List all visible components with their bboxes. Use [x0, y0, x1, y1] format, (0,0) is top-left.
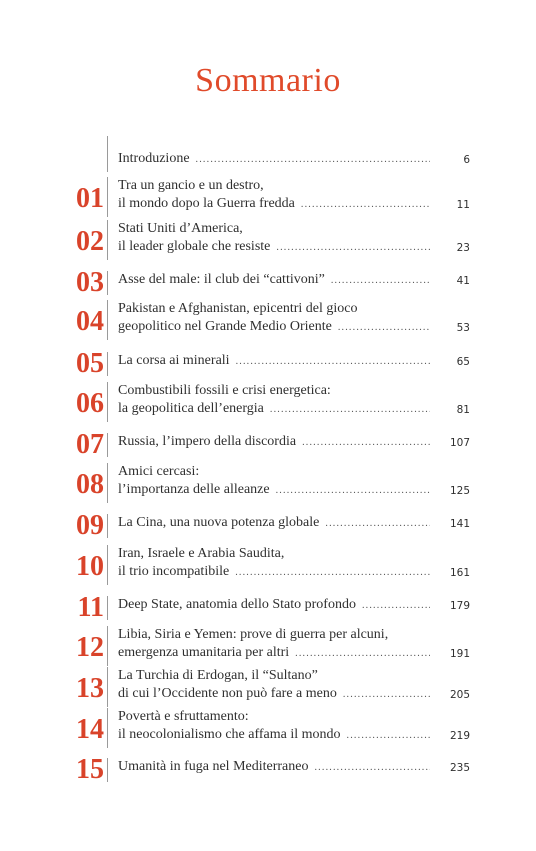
page-number: 11 [456, 199, 470, 211]
chapter-number: 08 [76, 469, 104, 500]
entry-divider [107, 382, 108, 422]
page-number: 179 [449, 600, 470, 612]
chapter-number: 01 [76, 183, 104, 214]
chapter-title [118, 382, 418, 419]
page-number: 219 [449, 730, 470, 742]
chapter-title [118, 300, 418, 337]
chapter-title-line: emergenza umanitaria per altri [118, 645, 290, 660]
chapter-title [118, 150, 418, 169]
chapter-title [118, 514, 418, 533]
chapter-title-line: Introduzione [118, 151, 190, 166]
chapter-title-line: geopolitico nel Grande Medio Oriente [118, 319, 332, 334]
entry-divider [107, 433, 108, 457]
page-number: 141 [449, 518, 470, 530]
chapter-title-line: Combustibili fossili e crisi energetica: [118, 383, 331, 398]
page-number: 6 [463, 154, 470, 166]
chapter-title-line: Umanità in fuga nel Mediterraneo [118, 759, 309, 774]
chapter-title-line: La Cina, una nuova potenza globale [118, 515, 320, 530]
chapter-title-line: la geopolitica dell’energia [118, 401, 264, 416]
chapter-title-line: Povertà e sfruttamento: [118, 709, 249, 724]
chapter-title-line: Amici cercasi: [118, 464, 200, 479]
page-number: 41 [456, 275, 470, 287]
dot-leader [276, 482, 430, 500]
chapter-number: 11 [77, 592, 104, 623]
chapter-number: 09 [76, 510, 104, 541]
chapter-title-line: il neocolonialismo che affama il mondo [118, 727, 341, 742]
chapter-number: 05 [76, 348, 104, 379]
entry-divider [107, 758, 108, 782]
entry-divider [107, 667, 108, 707]
entry-divider [107, 463, 108, 503]
chapter-title [118, 433, 418, 452]
dot-leader [331, 272, 430, 290]
dot-leader [301, 196, 430, 214]
chapter-title-line: Deep State, anatomia dello Stato profondo [118, 597, 356, 612]
entry-divider [107, 626, 108, 666]
entry-divider [107, 514, 108, 538]
chapter-title [118, 626, 418, 663]
dot-leader [235, 564, 430, 582]
chapter-title-line: l’importanza delle alleanze [118, 482, 270, 497]
dot-leader [270, 401, 430, 419]
entry-divider [107, 220, 108, 260]
chapter-title-line: Asse del male: il club dei “cattivoni” [118, 272, 325, 287]
dot-leader [338, 319, 430, 337]
chapter-title [118, 352, 418, 371]
page-number: 161 [449, 567, 470, 579]
chapter-title-line: di cui l’Occidente non può fare a meno [118, 686, 337, 701]
page-number: 191 [449, 648, 470, 660]
chapter-number: 15 [76, 754, 104, 785]
chapter-title-line: Pakistan e Afghanistan, epicentri del gioco [118, 301, 358, 316]
page-number: 81 [456, 404, 470, 416]
chapter-title-line: il leader globale che resiste [118, 239, 271, 254]
entry-divider [107, 271, 108, 295]
entry-divider [107, 596, 108, 620]
chapter-title [118, 667, 418, 704]
chapter-title-line: Tra un gancio e un destro, [118, 178, 264, 193]
page-number: 107 [449, 437, 470, 449]
dot-leader [236, 353, 430, 371]
chapter-number: 03 [76, 267, 104, 298]
page-title: Sommario [195, 62, 341, 99]
chapter-title-line: La corsa ai minerali [118, 353, 230, 368]
entry-divider [107, 136, 108, 172]
chapter-title-line: il trio incompatibile [118, 564, 230, 579]
entry-divider [107, 352, 108, 376]
chapter-title [118, 177, 418, 214]
chapter-title [118, 708, 418, 745]
chapter-title-line: Russia, l’impero della discordia [118, 434, 297, 449]
dot-leader [325, 515, 430, 533]
page-number: 205 [449, 689, 470, 701]
chapter-number: 06 [76, 388, 104, 419]
dot-leader [295, 645, 430, 663]
chapter-number: 04 [76, 306, 104, 337]
chapter-title [118, 596, 418, 615]
page-number: 235 [449, 762, 470, 774]
chapter-title [118, 271, 418, 290]
entry-divider [107, 708, 108, 748]
entry-divider [107, 545, 108, 585]
chapter-number: 10 [76, 551, 104, 582]
chapter-number: 14 [76, 714, 104, 745]
page-number: 125 [449, 485, 470, 497]
chapter-title-line: Iran, Israele e Arabia Saudita, [118, 546, 285, 561]
entry-divider [107, 300, 108, 340]
chapter-title [118, 545, 418, 582]
chapter-number: 07 [76, 429, 104, 460]
page-number: 65 [456, 356, 470, 368]
chapter-number: 02 [76, 226, 104, 257]
chapter-number: 12 [76, 632, 104, 663]
chapter-title-line: La Turchia di Erdogan, il “Sultano” [118, 668, 318, 683]
page-number: 23 [456, 242, 470, 254]
chapter-number: 13 [76, 673, 104, 704]
dot-leader [343, 686, 430, 704]
chapter-title-line: Libia, Siria e Yemen: prove di guerra per alcuni, [118, 627, 389, 642]
dot-leader [196, 151, 430, 169]
chapter-title [118, 758, 418, 777]
chapter-title-line: Stati Uniti d’America, [118, 221, 243, 236]
dot-leader [302, 434, 430, 452]
chapter-title-line: il mondo dopo la Guerra fredda [118, 196, 295, 211]
dot-leader [314, 759, 430, 777]
dot-leader [276, 239, 430, 257]
entry-divider [107, 177, 108, 217]
chapter-title [118, 463, 418, 500]
chapter-title [118, 220, 418, 257]
page-number: 53 [456, 322, 470, 334]
